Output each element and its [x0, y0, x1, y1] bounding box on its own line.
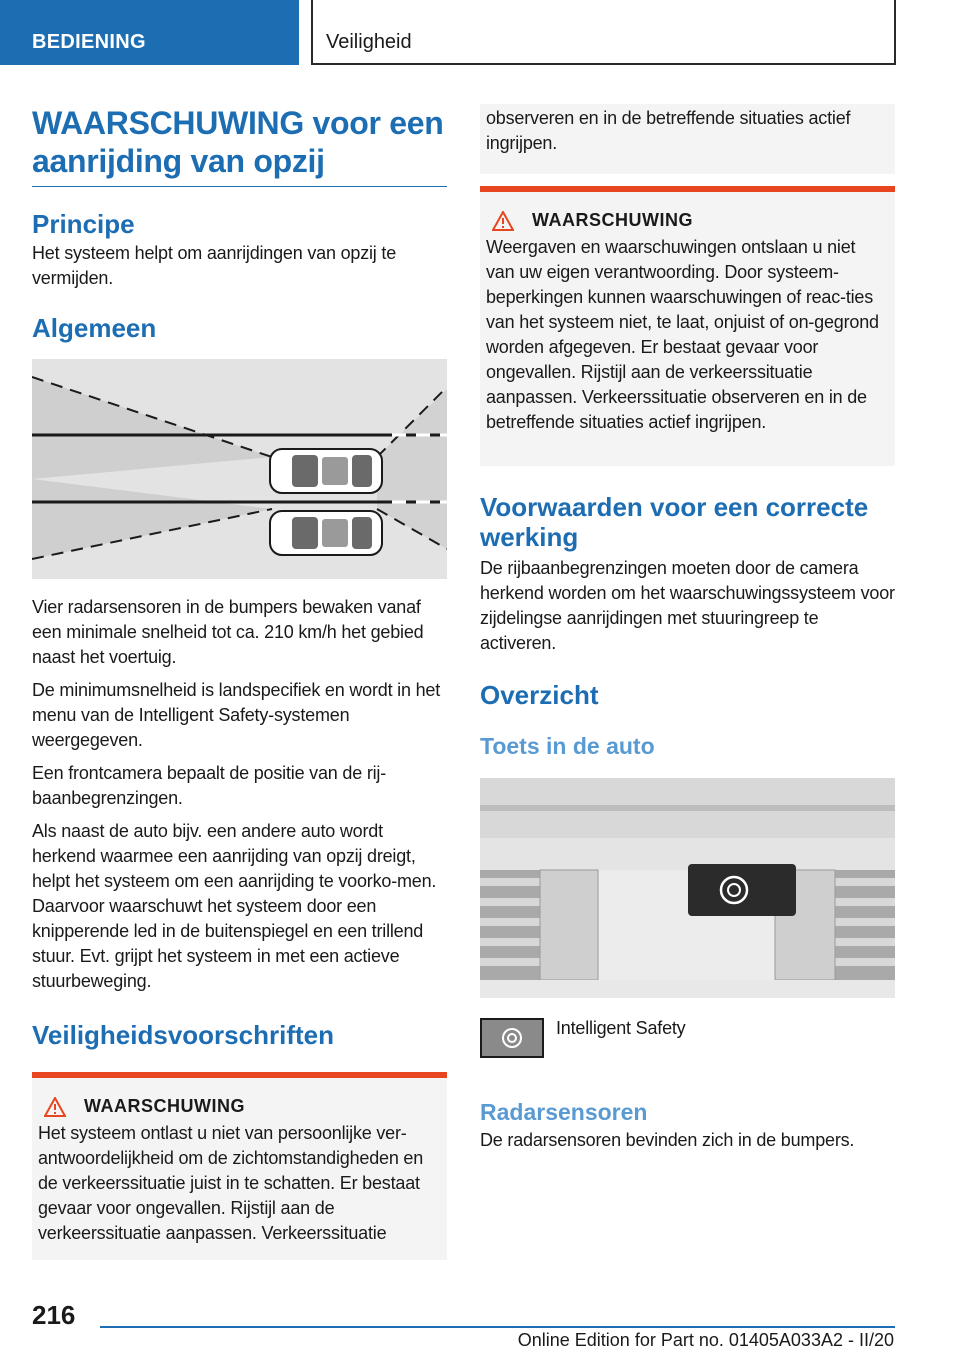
general-paragraph: Een frontcamera bepaalt de positie van de rij-baanbegrenzingen.: [32, 763, 387, 808]
button-photo: [480, 778, 895, 998]
principle-text: Het systeem helpt om aanrijdingen van opzij te vermijden.: [32, 243, 397, 288]
radar-illustration: [32, 359, 447, 579]
principle-heading: Principe: [32, 209, 135, 239]
warning-label: WAARSCHUWING: [84, 1096, 245, 1116]
warning-header: [486, 210, 887, 231]
conditions-text: De rijbaanbegrenzingen moeten door de camera herkend worden om het waarschuwingssysteem voor zijdelingse aanrijdingen met stuuringreep te activeren.: [480, 558, 895, 653]
right-column: [480, 104, 895, 1153]
conditions-heading: Voorwaarden voor een correcte werking: [480, 492, 869, 552]
footer-divider: [100, 1326, 895, 1328]
general-paragraph: Als naast de auto bijv. een andere auto wordt herkend waarmee een aanrijding van opzij dreigt, helpt het systeem om een aanrijding te voorko-men. Daarvoor waarschuwt het systeem door een knipperende led in de buitenspiegel en een trillend stuur. Evt. grijpt het systeem in met een actieve stuurbeweging.: [32, 821, 437, 991]
radar-text: De radarsensoren bevinden zich in de bumpers.: [480, 1130, 855, 1150]
warning-triangle-icon: [492, 211, 514, 231]
warning-text: Het systeem ontlast u niet van persoonlijke ver-antwoordelijkheid om de zichtomstandigheden en de verkeerssituatie juist in te schatten. Er bestaat gevaar voor ongevallen. Rijstijl aan de verkeerssituatie aanpassen. Verkeerssituatie: [38, 1123, 424, 1243]
dashboard-vents-image: [480, 778, 895, 998]
warning-box: [32, 1072, 447, 1260]
button-legend: [480, 1018, 895, 1058]
section-tab[interactable]: BEDIENING: [0, 0, 299, 65]
page-title: WAARSCHUWING voor een aanrijding van opzij: [32, 104, 447, 187]
warning-triangle-icon: [44, 1097, 66, 1117]
warning-header: [38, 1096, 439, 1117]
radar-heading: Radarsensoren: [480, 1099, 648, 1125]
warning-box-continued: [480, 104, 895, 174]
warning-text: Weergaven en waarschuwingen ontslaan u niet van uw eigen verantwoording. Door systeem-beperkingen kunnen waarschuwingen of reac-ties van het systeem niet, te laat, onjuist of on-gegrond worden afgegeven. Er bestaat gevaar voor ongevallen. Rijstijl aan de verkeerssituatie aanpassen. Verkeerssituatie observeren en in de betreffende situaties actief ingrijpen.: [486, 237, 879, 432]
page-number: 216: [32, 1300, 76, 1330]
general-paragraph: Vier radarsensoren in de bumpers bewaken vanaf een minimale snelheid tot ca. 210 km/h het gebied naast het voertuig.: [32, 597, 424, 667]
footer-edition: Online Edition for Part no. 01405A033A2 - II/20: [517, 1330, 894, 1350]
button-heading: Toets in de auto: [480, 733, 655, 759]
overview-heading: Overzicht: [480, 680, 599, 710]
general-heading: Algemeen: [32, 313, 157, 343]
warning-text-continued: observeren en in de betreffende situaties actief ingrijpen.: [486, 108, 851, 153]
lane-cars-diagram: [32, 359, 447, 579]
chapter-title: Veiligheid: [311, 0, 896, 65]
intelligent-safety-icon: [480, 1018, 544, 1058]
safety-heading: Veiligheidsvoorschriften: [32, 1020, 334, 1050]
general-paragraph: De minimumsnelheid is landspecifiek en wordt in het menu van de Intelligent Safety-systemen weergegeven.: [32, 680, 441, 750]
left-column: [32, 104, 447, 1260]
warning-box: [480, 186, 895, 466]
warning-label: WAARSCHUWING: [532, 210, 693, 230]
button-label: Intelligent Safety: [556, 1018, 686, 1038]
